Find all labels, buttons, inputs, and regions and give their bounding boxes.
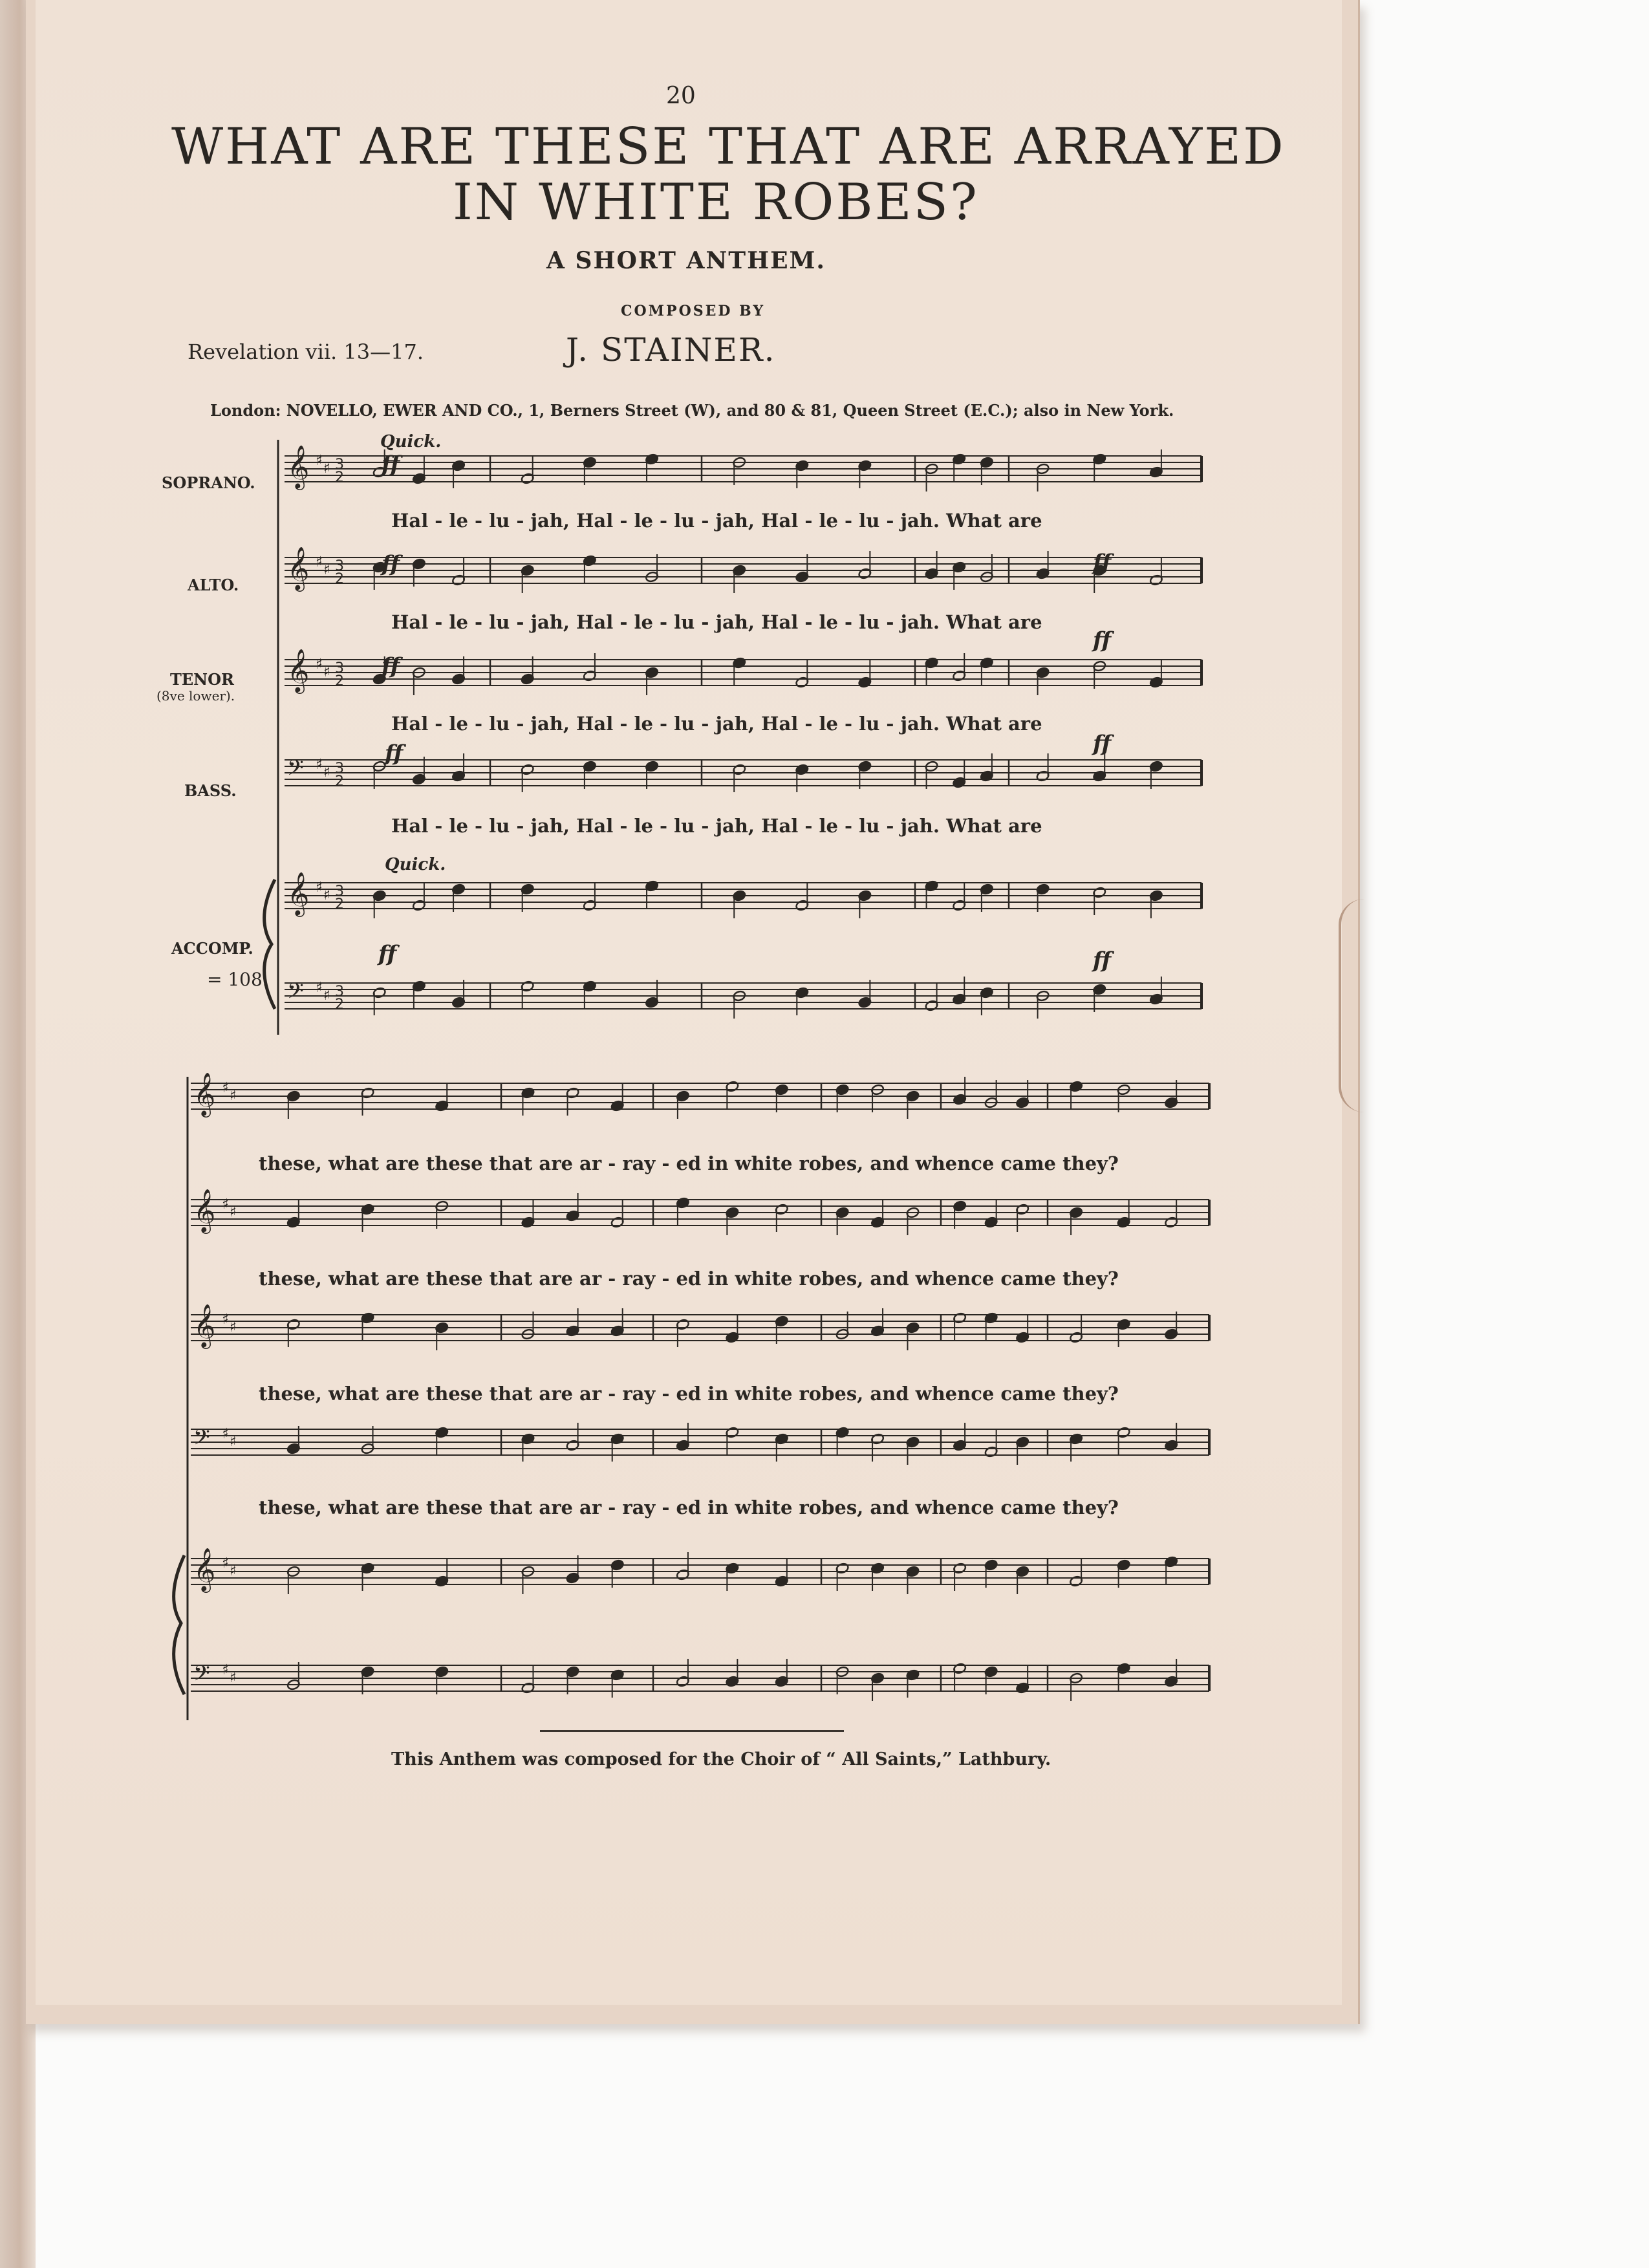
- sharp-icon: ♯: [222, 1426, 229, 1442]
- sharp-icon: ♯: [230, 1563, 237, 1579]
- dynamic-fortissimo: ff: [1093, 550, 1112, 576]
- dynamic-fortissimo: ff: [1093, 627, 1112, 653]
- time-signature-top: 3: [335, 984, 344, 1000]
- title-line-1: WHAT ARE THESE THAT ARE ARRAYED: [171, 118, 1286, 176]
- tenor-label: TENOR: [170, 670, 234, 689]
- metronome-mark: = 108.: [207, 969, 268, 990]
- lyric-bass-2: these, what are these that are ar - ray - ed in white robes, and whence came they?: [259, 1496, 1119, 1518]
- treble-clef-icon: 𝄞: [287, 444, 310, 488]
- lyric-alto-2: these, what are these that are ar - ray - ed in white robes, and whence came they?: [259, 1268, 1119, 1290]
- sharp-icon: ♯: [323, 562, 330, 578]
- composed-by: COMPOSED BY: [621, 303, 766, 319]
- sharp-icon: ♯: [316, 656, 323, 673]
- time-signature-top: 3: [335, 761, 344, 777]
- alto-label: ALTO.: [188, 576, 239, 594]
- title-line-2: IN WHITE ROBES?: [453, 173, 979, 232]
- sharp-icon: ♯: [323, 664, 330, 680]
- time-signature-top: 3: [335, 558, 344, 574]
- dynamic-fortissimo: ff: [378, 941, 397, 967]
- sharp-icon: ♯: [230, 1319, 237, 1335]
- tenor-octave-note: (8ve lower).: [156, 688, 235, 704]
- accomp-label: ACCOMP.: [171, 939, 253, 958]
- sharp-icon: ♯: [316, 757, 323, 773]
- dynamic-fortissimo: ff: [382, 451, 400, 477]
- time-signature-bottom: 2: [335, 470, 344, 486]
- footnote: This Anthem was composed for the Choir of “ All Saints,” Lathbury.: [391, 1749, 1051, 1769]
- sharp-icon: ♯: [230, 1434, 237, 1450]
- bass-clef-icon: 𝄢: [193, 1661, 210, 1691]
- treble-clef-icon: 𝄞: [193, 1303, 216, 1347]
- bass-clef-icon: 𝄢: [193, 1425, 210, 1455]
- treble-clef-icon: 𝄞: [193, 1072, 216, 1116]
- time-signature-bottom: 2: [335, 673, 344, 689]
- bass-clef-icon: 𝄢: [287, 979, 304, 1009]
- sharp-icon: ♯: [230, 1204, 237, 1220]
- sharp-icon: ♯: [316, 554, 323, 570]
- time-signature-top: 3: [335, 660, 344, 676]
- sharp-icon: ♯: [323, 460, 330, 477]
- dynamic-fortissimo: ff: [1093, 947, 1112, 973]
- bass-clef-icon: 𝄢: [287, 756, 304, 786]
- page-number: 20: [666, 83, 696, 109]
- publisher-line: London: NOVELLO, EWER AND CO., 1, Berners Street (W), and 80 & 81, Queen Street (E.C.); also in New York.: [210, 401, 1174, 420]
- treble-clef-icon: 𝄞: [193, 1188, 216, 1232]
- time-signature-top: 3: [335, 457, 344, 473]
- time-signature-bottom: 2: [335, 896, 344, 913]
- sharp-icon: ♯: [230, 1088, 237, 1104]
- sharp-icon: ♯: [316, 880, 323, 896]
- accomp-brace: [264, 880, 275, 1009]
- lyric-tenor-2: these, what are these that are ar - ray - ed in white robes, and whence came they?: [259, 1383, 1119, 1405]
- sharp-icon: ♯: [316, 980, 323, 996]
- accomp2-brace: [174, 1555, 184, 1694]
- sharp-icon: ♯: [323, 988, 330, 1004]
- treble-clef-icon: 𝄞: [287, 546, 310, 590]
- treble-clef-icon: 𝄞: [287, 871, 310, 915]
- sharp-icon: ♯: [230, 1670, 237, 1686]
- sharp-icon: ♯: [222, 1662, 229, 1678]
- dynamic-fortissimo: ff: [382, 653, 400, 679]
- sharp-icon: ♯: [323, 764, 330, 781]
- dynamic-fortissimo: ff: [385, 740, 404, 766]
- lyric-soprano-2: these, what are these that are ar - ray - ed in white robes, and whence came they?: [259, 1152, 1119, 1174]
- soprano-label: SOPRANO.: [162, 473, 255, 492]
- sharp-icon: ♯: [316, 453, 323, 469]
- composer-name: J. STAINER.: [566, 331, 776, 369]
- lyric-bass-1: Hal - le - lu - jah, Hal - le - lu - jah, Hal - le - lu - jah. What are: [391, 815, 1042, 837]
- lyric-tenor-1: Hal - le - lu - jah, Hal - le - lu - jah, Hal - le - lu - jah. What are: [391, 713, 1042, 735]
- treble-clef-icon: 𝄞: [287, 648, 310, 692]
- time-signature-bottom: 2: [335, 773, 344, 790]
- tempo-marking-vocal: Quick.: [380, 432, 442, 451]
- tempo-marking-accomp: Quick.: [385, 855, 446, 874]
- treble-clef-icon: 𝄞: [193, 1547, 216, 1591]
- sharp-icon: ♯: [222, 1196, 229, 1213]
- lyric-alto-1: Hal - le - lu - jah, Hal - le - lu - jah, Hal - le - lu - jah. What are: [391, 611, 1042, 633]
- sharp-icon: ♯: [222, 1312, 229, 1328]
- subtitle: A SHORT ANTHEM.: [546, 247, 826, 274]
- bass-label: BASS.: [184, 781, 237, 800]
- dynamic-fortissimo: ff: [382, 551, 400, 577]
- lyric-soprano-1: Hal - le - lu - jah, Hal - le - lu - jah, Hal - le - lu - jah. What are: [391, 510, 1042, 532]
- dynamic-fortissimo: ff: [1093, 731, 1112, 757]
- time-signature-bottom: 2: [335, 571, 344, 587]
- time-signature-bottom: 2: [335, 997, 344, 1013]
- time-signature-top: 3: [335, 883, 344, 900]
- scripture-reference: Revelation vii. 13—17.: [188, 340, 424, 364]
- sharp-icon: ♯: [222, 1080, 229, 1096]
- sharp-icon: ♯: [323, 887, 330, 903]
- sharp-icon: ♯: [222, 1555, 229, 1571]
